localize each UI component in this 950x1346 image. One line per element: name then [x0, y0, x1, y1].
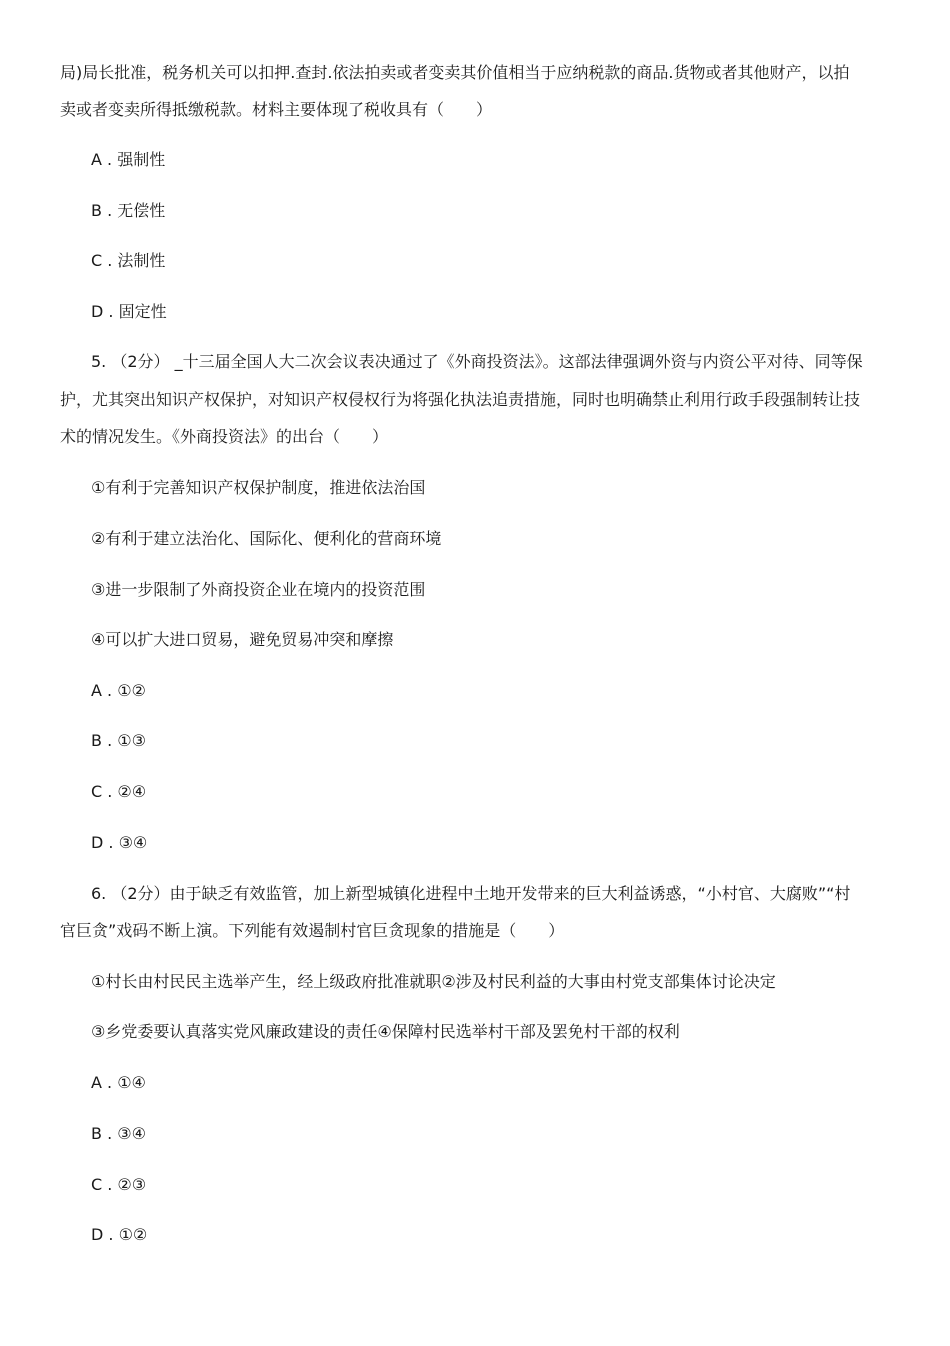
question-5-option-d: D . ③④ [91, 833, 148, 852]
question-5-text-line-2: 护，尤其突出知识产权保护，对知识产权侵权行为将强化执法追责措施，同时也明确禁止利用行政手段强制转让技 [60, 390, 861, 409]
question-6-text-line-2: 官巨贪”戏码不断上演。下列能有效遏制村官巨贪现象的措施是（ ） [60, 921, 565, 940]
question-5-option-c: C . ②④ [91, 782, 147, 801]
question-4-text-line-1: 局)局长批准，税务机关可以扣押.查封.依法拍卖或者变卖其价值相当于应纳税款的商品.货物或者其他财产，以拍 [60, 63, 850, 82]
question-5-option-a: A . ①② [91, 681, 146, 700]
question-6-option-c: C . ②③ [91, 1175, 147, 1194]
question-5-statement-2: ②有利于建立法治化、国际化、便利化的营商环境 [91, 529, 442, 548]
question-4-text-line-2: 卖或者变卖所得抵缴税款。材料主要体现了税收具有（ ） [60, 100, 493, 119]
question-6-option-d: D . ①② [91, 1225, 148, 1244]
question-6-statements-line-2: ③乡党委要认真落实党风廉政建设的责任④保障村民选举村干部及罢免村干部的权利 [91, 1022, 680, 1041]
question-4-option-c: C . 法制性 [91, 251, 166, 270]
question-4-option-a: A . 强制性 [91, 150, 166, 169]
question-5-option-b: B . ①③ [91, 731, 146, 750]
question-5-statement-3: ③进一步限制了外商投资企业在境内的投资范围 [91, 580, 426, 599]
question-5-statement-4: ④可以扩大进口贸易，避免贸易冲突和摩擦 [91, 630, 394, 649]
question-5-text-line-3: 术的情况发生。《外商投资法》的出台（ ） [60, 427, 389, 446]
question-5-statement-1: ①有利于完善知识产权保护制度，推进依法治国 [91, 478, 426, 497]
question-5-text-line-1: 5. （2分） _十三届全国人大二次会议表决通过了《外商投资法》。这部法律强调外资与内资公平对待、同等保 [91, 352, 863, 371]
question-6-text-line-1: 6. （2分）由于缺乏有效监管，加上新型城镇化进程中土地开发带来的巨大利益诱惑，“小村官、大腐败”“村 [91, 884, 851, 903]
question-6-option-b: B . ③④ [91, 1124, 146, 1143]
question-4-option-d: D . 固定性 [91, 302, 167, 321]
question-6-option-a: A . ①④ [91, 1073, 146, 1092]
question-4-option-b: B . 无偿性 [91, 201, 166, 220]
question-6-statements-line-1: ①村长由村民民主选举产生，经上级政府批准就职②涉及村民利益的大事由村党支部集体讨论决定 [91, 972, 776, 991]
